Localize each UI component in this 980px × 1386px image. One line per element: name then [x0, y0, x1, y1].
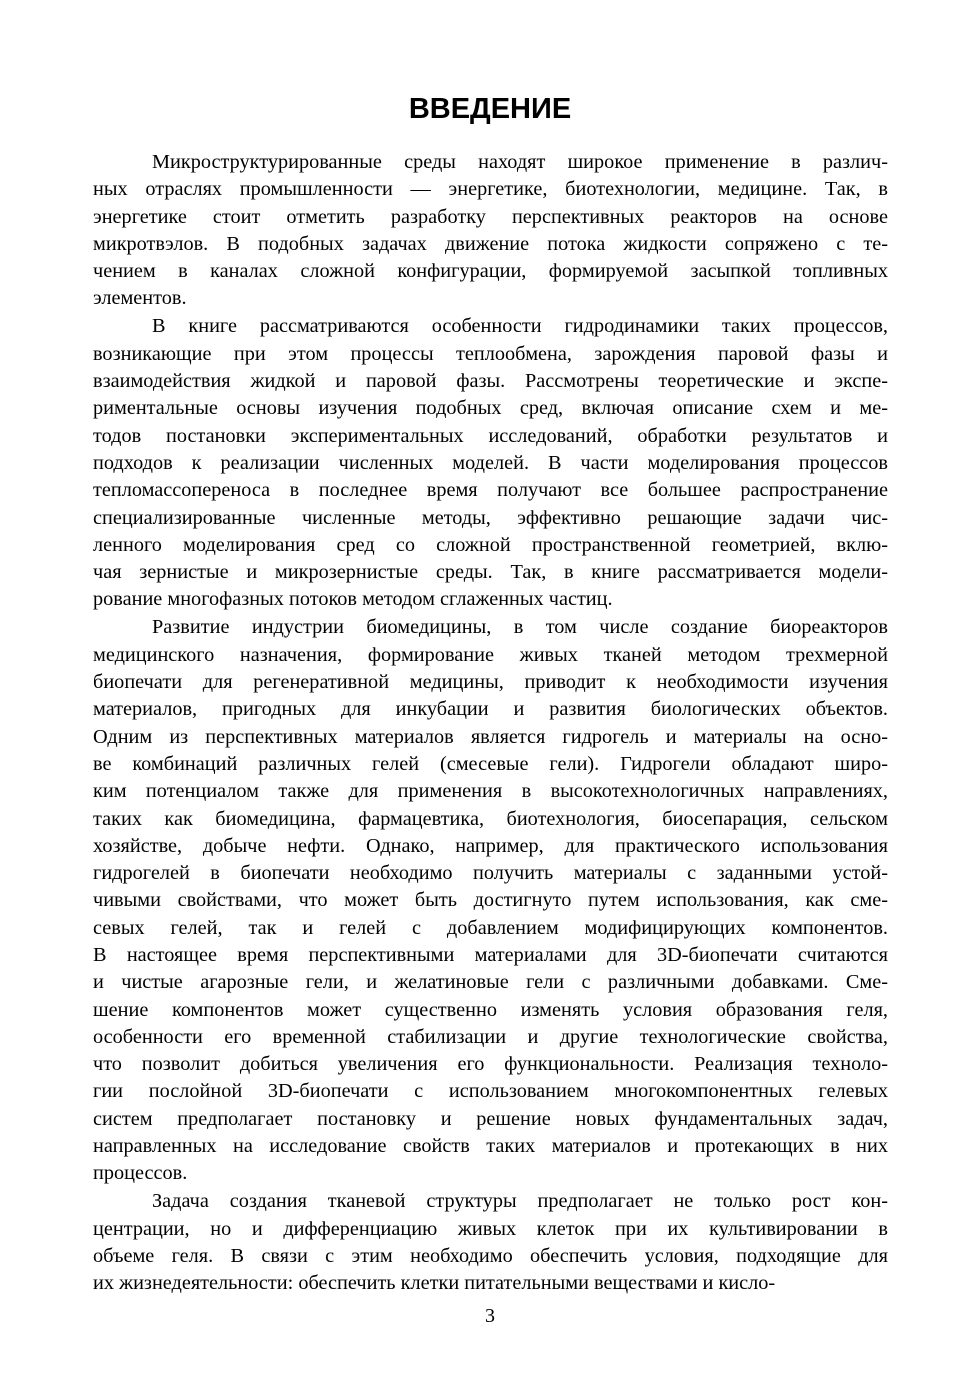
text-line: возникающие при этом процессы теплообмена, зарождения паровой фазы и [93, 342, 888, 365]
text-line: взаимодействия жидкой и паровой фазы. Рассмотрены теоретические и экспе- [93, 370, 888, 393]
paragraph [93, 149, 888, 313]
text-line: и чистые агарозные гели, и желатиновые гели с различными добавками. Сме- [93, 971, 888, 994]
text-line: чая зернистые и микрозернистые среды. Так, в книге рассматривается модели- [93, 561, 888, 584]
text-line: Одним из перспективных материалов является гидрогель и материалы на осно- [93, 725, 888, 748]
text-line: микротвэлов. В подобных задачах движение потока жидкости сопряжено с те- [93, 232, 888, 255]
text-line: ве комбинаций различных гелей (смесевые гели). Гидрогели обладают широ- [93, 752, 888, 775]
text-line: гии послойной 3D-биопечати с использованием многокомпонентных гелевых [93, 1080, 888, 1103]
text-line: Микроструктурированные среды находят широкое применение в различ- [152, 151, 888, 173]
text-line: гидрогелей в биопечати необходимо получить материалы с заданными устой- [93, 862, 888, 885]
text-line: В настоящее время перспективными материалами для 3D-биопечати считаются [93, 943, 888, 966]
text-line: направленных на исследование свойств таких материалов и протекающих в них [93, 1135, 888, 1158]
text-line: что позволит добиться увеличения его функциональности. Реализация техноло- [93, 1053, 888, 1076]
text-line: ных отраслях промышленности — энергетике, биотехнологии, медицине. Так, в [93, 178, 888, 201]
text-line: чивыми свойствами, что может быть достигнуто путем использования, как сме- [93, 889, 888, 912]
text-line: Развитие индустрии биомедицины, в том числе создание биореакторов [152, 616, 888, 639]
text-line: ленного моделирования сред со сложной пространственной геометрией, вклю- [93, 533, 888, 556]
paragraph [93, 1188, 888, 1297]
text-line: систем предполагает постановку и решение новых фундаментальных задач, [93, 1107, 888, 1130]
text-line: их жизнедеятельности: обеспечить клетки питательными веществами и кисло- [93, 1272, 776, 1295]
text-line: Задача создания тканевой структуры предполагает не только рост кон- [152, 1190, 888, 1213]
text-line: риментальные основы изучения подобных сред, включая описание схем и ме- [93, 397, 888, 420]
text-line: тепломассопереноса в последнее время получают все большее распространение [93, 479, 888, 502]
text-line: энергетике стоит отметить разработку перспективных реакторов на основе [93, 205, 888, 228]
text-line: чением в каналах сложной конфигурации, формируемой засыпкой топливных [93, 260, 888, 283]
text-line: ким потенциалом также для применения в высокотехнологичных направлениях, [93, 780, 888, 803]
text-line: шение компонентов может существенно изменять условия образования геля, [93, 998, 888, 1021]
text-line: В книге рассматриваются особенности гидродинамики таких процессов, [152, 315, 888, 338]
text-line: процессов. [93, 1162, 188, 1185]
text-line: биопечати для регенеративной медицины, приводит к необходимости изучения [93, 671, 888, 694]
text-line: элементов. [93, 287, 187, 310]
text-line: медицинского назначения, формирование живых тканей методом трехмерной [93, 643, 888, 666]
paragraph [93, 614, 888, 1187]
text-line: тодов постановки экспериментальных исследований, обработки результатов и [93, 424, 888, 447]
text-line: объеме геля. В связи с этим необходимо обеспечить условия, подходящие для [93, 1244, 888, 1267]
text-line: особенности его временной стабилизации и другие технологические свойства, [93, 1025, 888, 1048]
paragraph [93, 313, 888, 613]
text-line: центрации, но и дифференциацию живых клеток при их культивировании в [93, 1217, 888, 1240]
text-line: подходов к реализации численных моделей. В части моделирования процессов [93, 451, 888, 474]
text-line: специализированные численные методы, эффективно решающие задачи чис- [93, 506, 888, 529]
page-number: 3 [485, 1305, 495, 1327]
body-text [93, 149, 888, 1298]
text-line: материалов, пригодных для инкубации и развития биологических объектов. [93, 698, 888, 721]
text-line: хозяйстве, добыче нефти. Однако, например, для практического использования [93, 834, 888, 857]
chapter-title: ВВЕДЕНИЕ [408, 93, 572, 125]
text-line: таких как биомедицина, фармацевтика, биотехнология, биосепарация, сельском [93, 807, 888, 830]
text-line: севых гелей, так и гелей с добавлением модифицирующих компонентов. [93, 916, 888, 939]
text-line: рование многофазных потоков методом сглаженных частиц. [93, 588, 613, 611]
